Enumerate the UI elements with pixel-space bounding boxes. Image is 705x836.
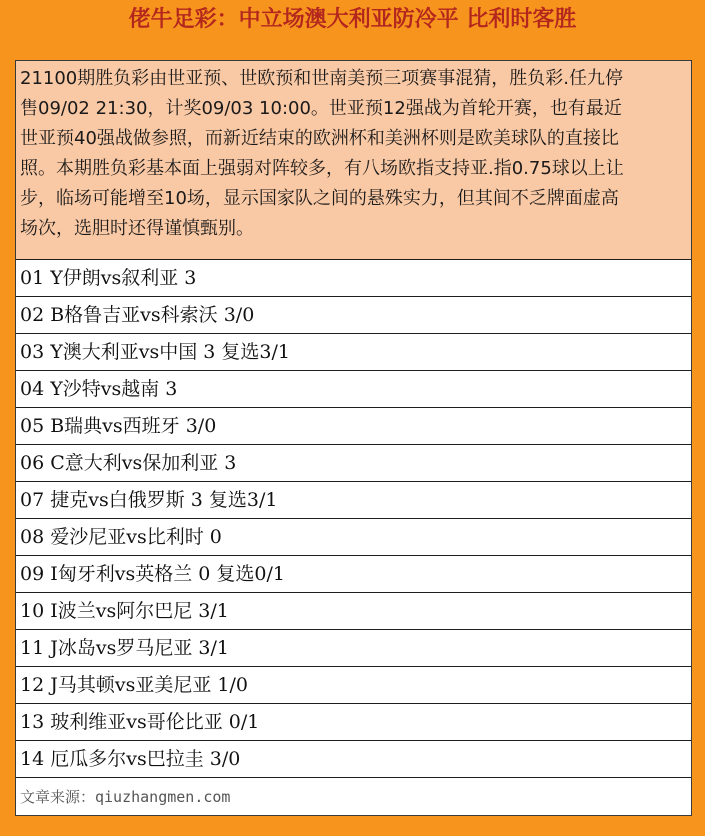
match-row: 10 I波兰vs阿尔巴尼 3/1 (16, 592, 691, 629)
article-source: 文章来源：qiuzhangmen.com (16, 777, 691, 816)
match-row: 04 Y沙特vs越南 3 (16, 370, 691, 407)
match-row: 12 J马其顿vs亚美尼亚 1/0 (16, 666, 691, 703)
match-row: 14 厄瓜多尔vs巴拉圭 3/0 (16, 740, 691, 777)
match-row: 05 B瑞典vs西班牙 3/0 (16, 407, 691, 444)
match-row: 02 B格鲁吉亚vs科索沃 3/0 (16, 296, 691, 333)
intro-paragraph (16, 61, 691, 259)
article-box (15, 60, 692, 816)
match-list (16, 259, 691, 777)
intro-line: 21100期胜负彩由世亚预、世欧预和世南美预三项赛事混猜，胜负彩.任九停 (20, 68, 623, 89)
match-row: 09 I匈牙利vs英格兰 0 复选0/1 (16, 555, 691, 592)
match-row: 11 J冰岛vs罗马尼亚 3/1 (16, 629, 691, 666)
match-row: 06 C意大利vs保加利亚 3 (16, 444, 691, 481)
intro-line: 售09/02 21:30，计奖09/03 10:00。世亚预12强战为首轮开赛，也有最近 (20, 98, 622, 119)
intro-line: 照。本期胜负彩基本面上强弱对阵较多，有八场欧指支持亚.指0.75球以上让 (20, 158, 624, 179)
match-row: 01 Y伊朗vs叙利亚 3 (16, 259, 691, 296)
intro-line: 步，临场可能增至10场，显示国家队之间的悬殊实力，但其间不乏牌面虚高 (20, 188, 619, 209)
intro-line: 世亚预40强战做参照，而新近结束的欧洲杯和美洲杯则是欧美球队的直接比 (20, 128, 619, 149)
match-row: 03 Y澳大利亚vs中国 3 复选3/1 (16, 333, 691, 370)
match-row: 13 玻利维亚vs哥伦比亚 0/1 (16, 703, 691, 740)
intro-line: 场次，选胆时还得谨慎甄别。 (20, 218, 254, 239)
match-row: 08 爱沙尼亚vs比利时 0 (16, 518, 691, 555)
page-title: 佬牛足彩：中立场澳大利亚防冷平 比利时客胜 (128, 7, 577, 32)
match-row: 07 捷克vs白俄罗斯 3 复选3/1 (16, 481, 691, 518)
